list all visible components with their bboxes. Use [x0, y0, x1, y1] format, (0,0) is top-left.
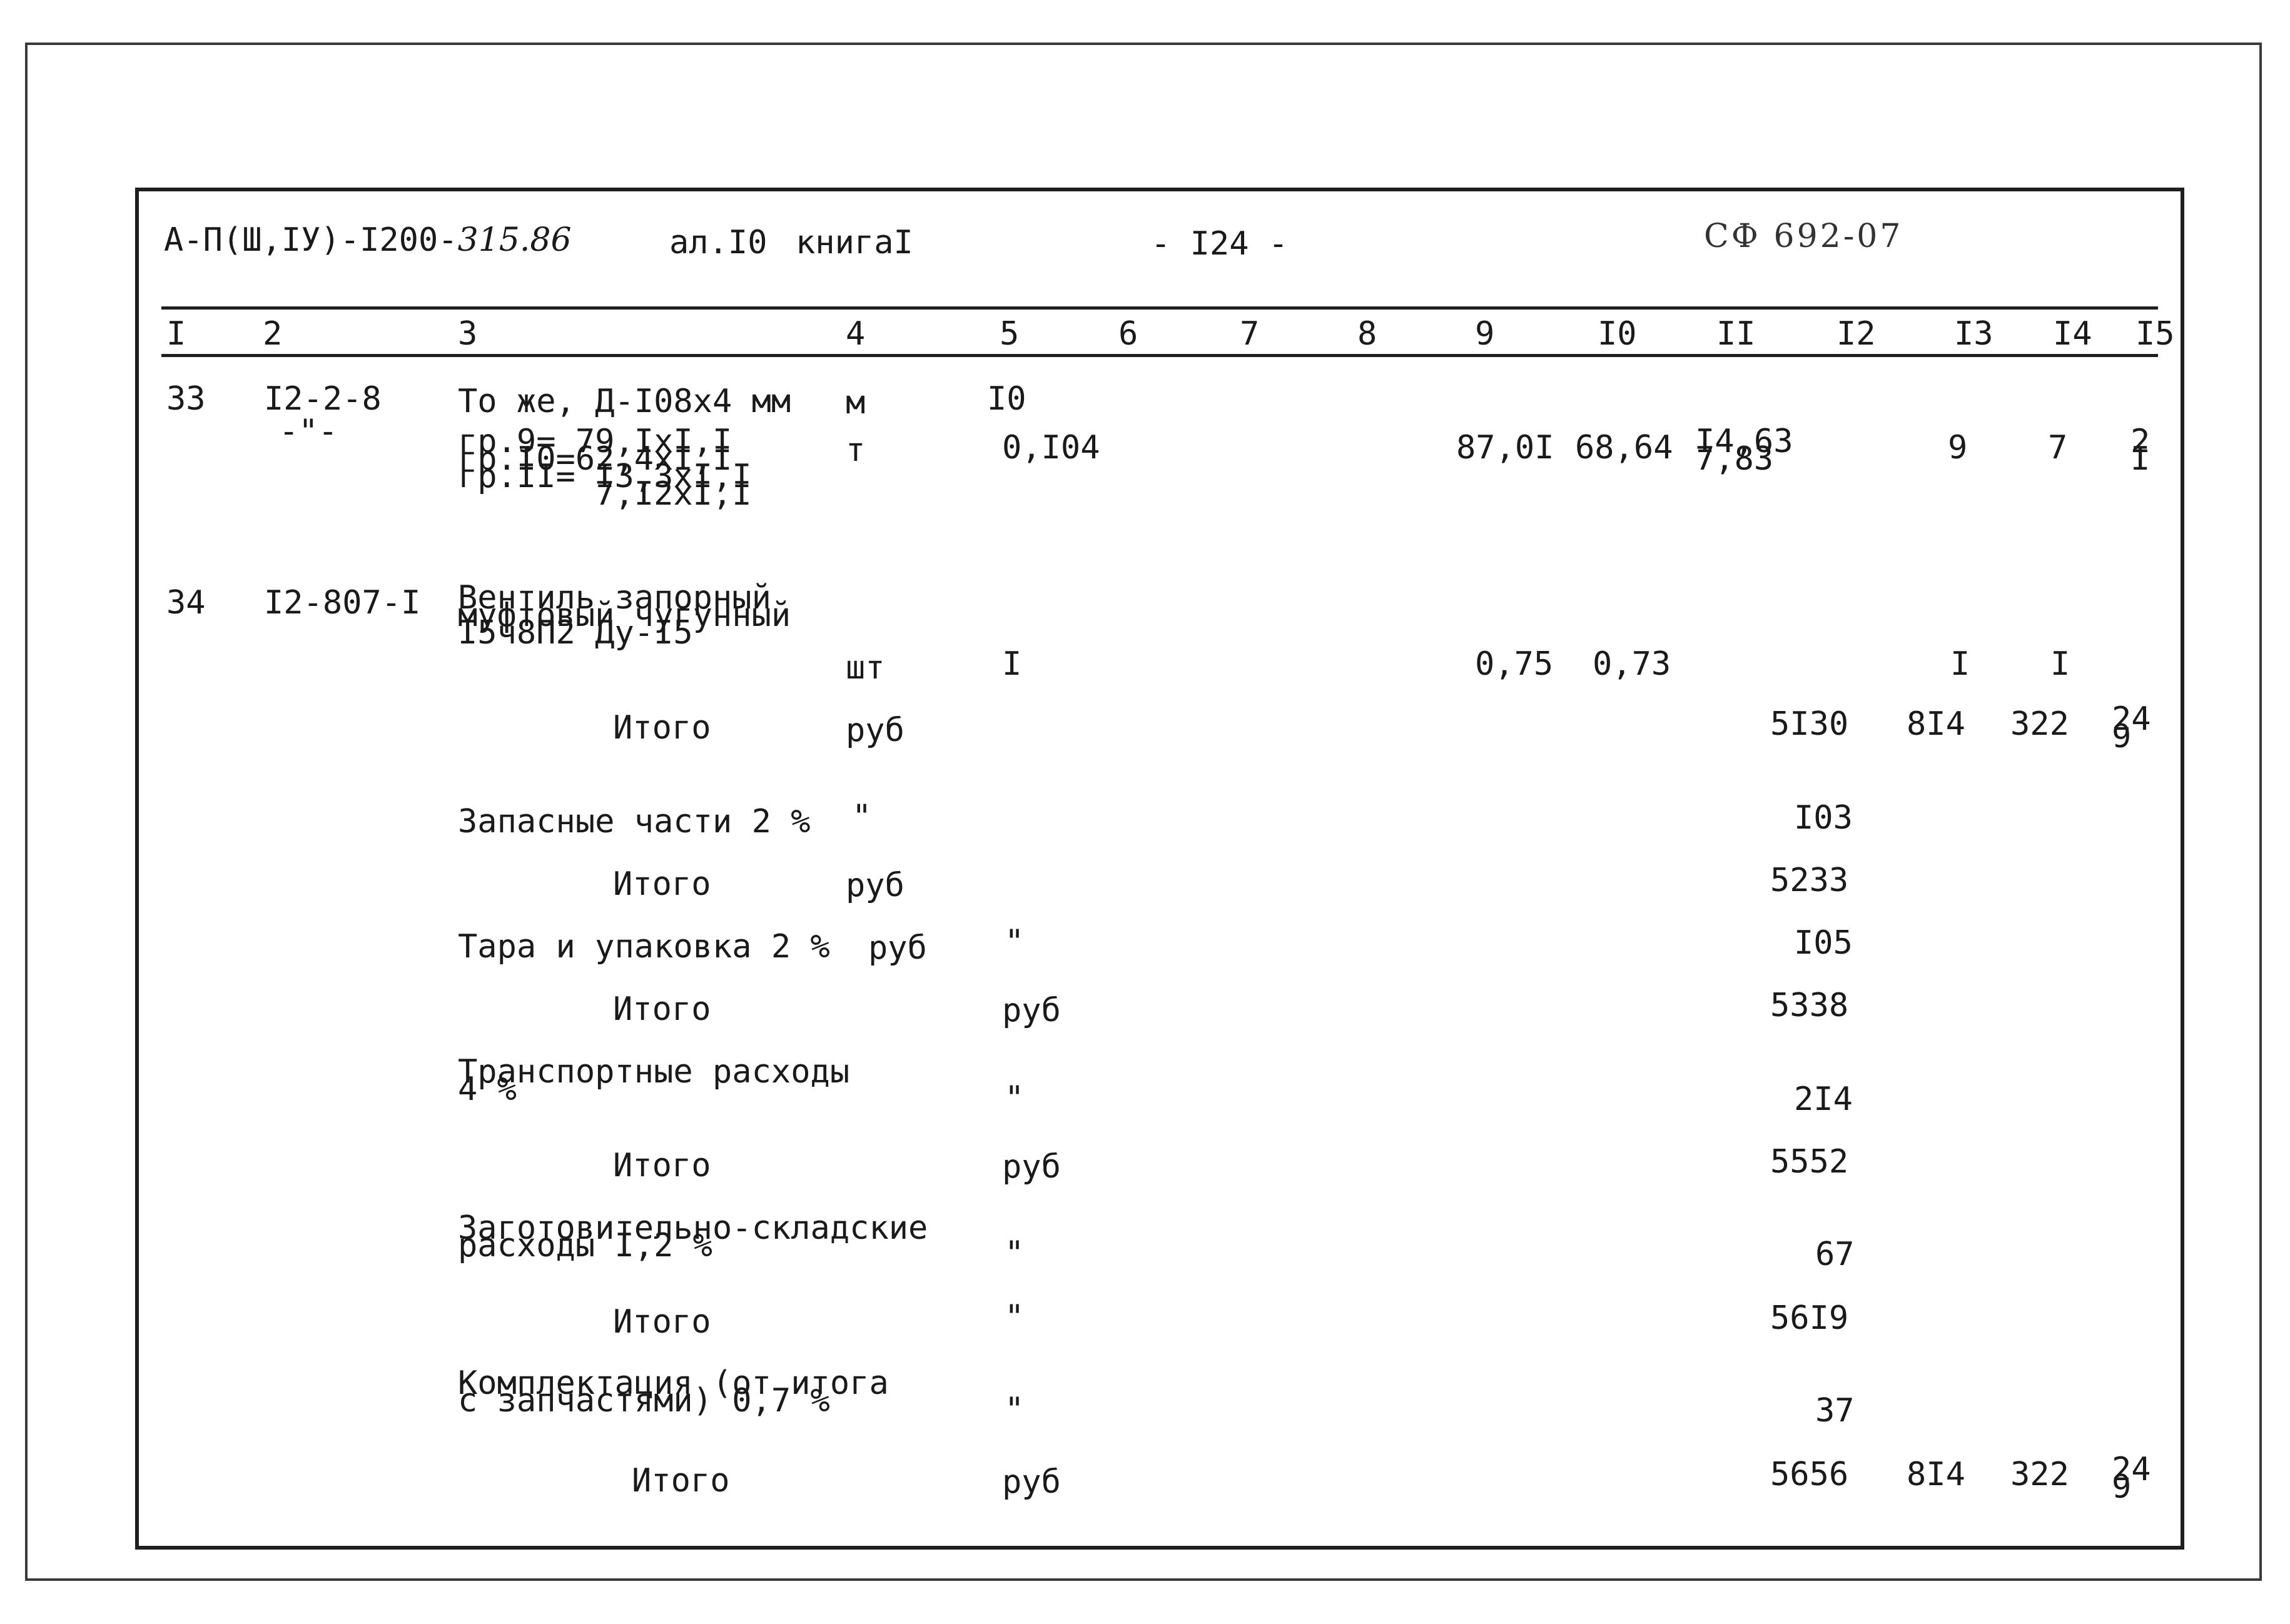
- item33-unit-2: т: [846, 431, 866, 469]
- item34-col13: I: [1950, 645, 1970, 683]
- itogo-1-col15: 24 9: [2112, 700, 2151, 755]
- item34-quantity: I: [1002, 645, 1022, 683]
- item34-col14: I: [2050, 645, 2070, 683]
- itogo-6-col15: 24 9: [2112, 1451, 2151, 1506]
- spare-parts-col12: I03: [1794, 799, 1853, 837]
- col-6-header: 6: [1118, 315, 1138, 353]
- col-5-header: 5: [1000, 315, 1020, 353]
- item33-quantity: I0: [987, 380, 1026, 418]
- transport-label: Транспортные расходы 4 %: [458, 1053, 850, 1108]
- spare-parts-unit: ": [852, 798, 872, 835]
- header-top-rule: [161, 306, 2158, 310]
- packaging-label: Тара и упаковка 2 %: [458, 928, 830, 966]
- itogo-6-col13: 8I4: [1907, 1456, 1965, 1493]
- packaging-unit: руб: [868, 929, 927, 967]
- item34-col9: 0,75: [1475, 645, 1554, 683]
- col-8-header: 8: [1357, 315, 1377, 353]
- stamp: СФ 692-07: [1704, 218, 1903, 255]
- itogo-5-unit: ": [1005, 1298, 1025, 1336]
- itogo-6-label: Итого: [632, 1462, 730, 1500]
- book-number: книгаI: [796, 224, 913, 261]
- item33-col14: 7: [2048, 429, 2068, 467]
- item34-col10: 0,73: [1593, 645, 1671, 683]
- storage-costs-unit: ": [1005, 1234, 1025, 1272]
- itogo-3-col12: 5338: [1770, 987, 1849, 1024]
- itogo-1-col14: 322: [2010, 705, 2069, 743]
- item33-number: 33: [166, 380, 206, 418]
- col-2-header: 2: [263, 315, 283, 353]
- itogo-2-unit: руб: [846, 867, 904, 904]
- transport-col12: 2I4: [1794, 1081, 1853, 1118]
- item33-col11: I4,63 7,83: [1695, 423, 1793, 478]
- col-3-header: 3: [458, 315, 478, 353]
- doc-code: А-П(Ш,IУ)-I200-315.86: [164, 221, 572, 259]
- item33-code-ditto: -"-: [279, 413, 338, 450]
- packaging-ditto: ": [1005, 923, 1025, 961]
- itogo-4-unit: руб: [1002, 1148, 1061, 1186]
- storage-costs-label: Заготовительно-складские расходы I,2 %: [458, 1209, 928, 1264]
- item34-number: 34: [166, 584, 206, 622]
- item33-quantity-2: 0,I04: [1002, 429, 1100, 467]
- col-10-header: I0: [1598, 315, 1637, 353]
- item33-unit: м: [846, 384, 866, 421]
- completion-col12: 37: [1815, 1392, 1855, 1430]
- itogo-2-col12: 5233: [1770, 862, 1849, 899]
- item33-code: I2-2-8: [264, 380, 382, 418]
- completion-label: Комплектация (от итога с запчастями) 0,7 %: [458, 1364, 889, 1420]
- item33-col15: 2 I: [2130, 423, 2151, 478]
- document-frame: [135, 188, 2184, 1550]
- completion-unit: ": [1005, 1391, 1025, 1428]
- itogo-4-label: Итого: [613, 1147, 711, 1184]
- col-7-header: 7: [1240, 315, 1260, 353]
- col-1-header: I: [166, 315, 186, 353]
- packaging-col12: I05: [1794, 924, 1853, 962]
- col-15-header: I5: [2135, 315, 2175, 353]
- transport-unit: ": [1005, 1079, 1025, 1117]
- item33-col9: 87,0I: [1456, 429, 1554, 467]
- item33-col10: 68,64: [1575, 429, 1673, 467]
- storage-costs-col12: 67: [1815, 1236, 1855, 1273]
- itogo-5-col12: 56I9: [1770, 1299, 1849, 1337]
- itogo-1-col12: 5I30: [1770, 705, 1849, 743]
- item33-formula: гр.9= 79,IхI,I гр.I0=62,4хI,I гр.II= I3,3хI,I 7,I2хI,I: [458, 423, 752, 513]
- item33-col13: 9: [1948, 429, 1968, 467]
- itogo-3-unit: руб: [1002, 992, 1061, 1029]
- item33-description: То же, Д-I08х4 мм: [458, 383, 791, 420]
- item34-description: Вентиль запорный муфтовый чугунный I5ч8П2 Ду-I5: [458, 579, 791, 652]
- item34-code: I2-807-I: [264, 584, 421, 622]
- col-12-header: I2: [1837, 315, 1876, 353]
- itogo-2-label: Итого: [613, 865, 711, 903]
- spare-parts-label: Запасные части 2 %: [458, 803, 811, 840]
- col-11-header: II: [1716, 315, 1756, 353]
- col-4-header: 4: [846, 315, 866, 353]
- itogo-3-label: Итого: [613, 991, 711, 1028]
- page-number: - I24 -: [1151, 225, 1289, 263]
- item34-unit: шт: [846, 649, 885, 687]
- itogo-6-unit: руб: [1002, 1463, 1061, 1501]
- itogo-6-col14: 322: [2010, 1456, 2069, 1493]
- itogo-5-label: Итого: [613, 1303, 711, 1341]
- itogo-4-col12: 5552: [1770, 1143, 1849, 1181]
- album-number: ал.I0: [669, 224, 768, 261]
- header-bottom-rule: [161, 354, 2158, 357]
- col-14-header: I4: [2053, 315, 2092, 353]
- itogo-1-label: Итого: [613, 709, 711, 747]
- col-13-header: I3: [1954, 315, 1994, 353]
- itogo-6-col12: 5656: [1770, 1456, 1849, 1493]
- col-9-header: 9: [1475, 315, 1495, 353]
- itogo-1-unit: руб: [846, 712, 904, 749]
- itogo-1-col13: 8I4: [1907, 705, 1965, 743]
